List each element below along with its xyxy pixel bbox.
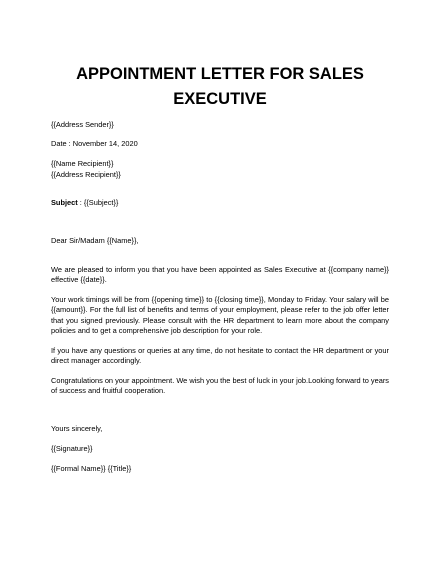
subject-line [51,198,389,208]
letter-date: Date : November 14, 2020 [51,139,138,148]
address-recipient: {{Address Recipient}} [51,169,121,179]
paragraph-work-terms: Your work timings will be from {{opening time}} to {{closing time}}, Monday to Friday. Your salary will be {{amount}}. For the full list of benefits and terms of your employment, please refer to the job offer letter that you signed previously. Please consult with the HR department to learn more about the company policies and to get a comprehensive job description for your role. [51,295,389,336]
paragraph-appointment: We are pleased to inform you that you have been appointed as Sales Executive at {{company name}} effective {{date}}. [51,265,389,285]
address-sender: {{Address Sender}} [51,120,114,129]
formal-name-title: {{Formal Name}} {{Title}} [51,464,132,473]
letter-title [60,62,380,112]
closing: Yours sincerely, [51,424,103,433]
subject-label: Subject [51,198,78,207]
letter-title-line-1: APPOINTMENT LETTER FOR SALES [76,65,364,83]
salutation: Dear Sir/Madam {{Name}}, [51,236,139,245]
subject-value: : {{Subject}} [77,198,119,207]
name-recipient: {{Name Recipient}} [51,159,114,168]
signature: {{Signature}} [51,444,93,453]
letter-title-line-2: EXECUTIVE [173,90,267,108]
paragraph-congratulations: Congratulations on your appointment. We wish you the best of luck in your job.Looking forward to years of success and fruitful cooperation. [51,376,389,396]
paragraph-questions: If you have any questions or queries at any time, do not hesitate to contact the HR department or your direct manager accordingly. [51,345,389,365]
